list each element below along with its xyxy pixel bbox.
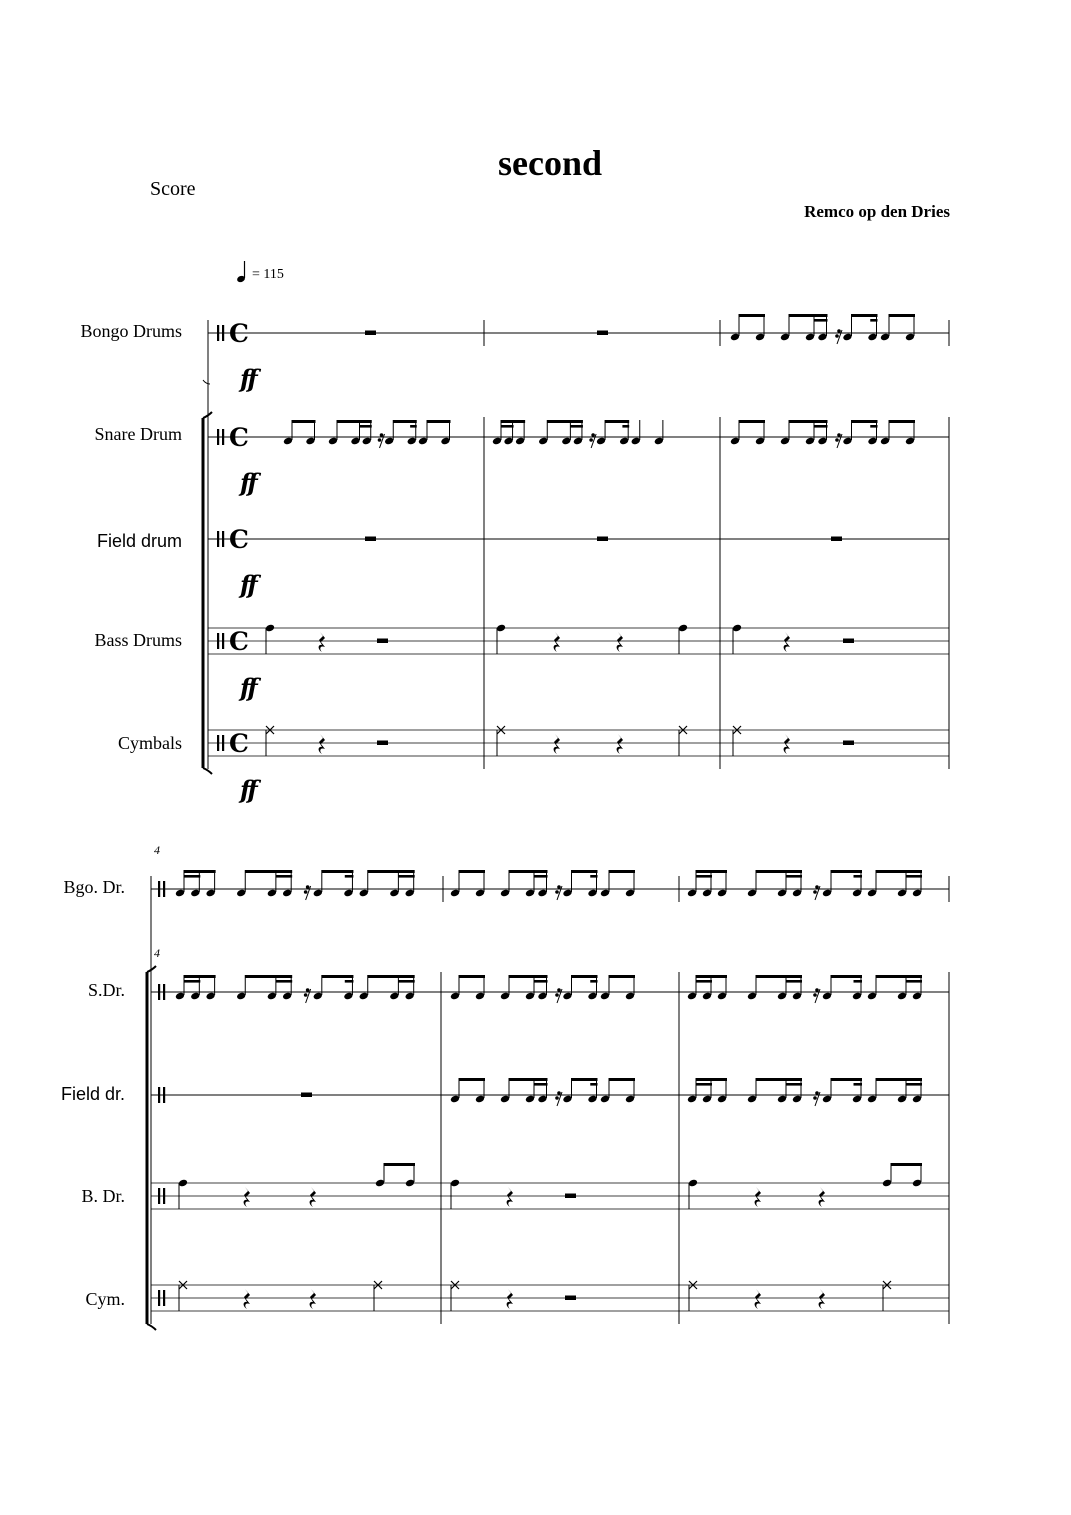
sixteenth-rest [835, 438, 839, 442]
beam-group-beam [393, 420, 417, 423]
beam-group-beam [245, 870, 292, 873]
beam-group-beam [184, 980, 200, 983]
beam-group-beam [572, 1078, 598, 1081]
beam-group-beam [786, 875, 802, 878]
beam-group-beam [368, 870, 415, 873]
percussion-clef [158, 1290, 160, 1306]
beam-group-beam [696, 975, 727, 978]
quarter-rest [554, 734, 560, 754]
half-rest [843, 639, 854, 644]
beam-group-beam [360, 425, 372, 428]
quarter-rest [310, 1187, 316, 1207]
beam-group-beam [534, 980, 548, 983]
beam-group-beam [590, 980, 597, 983]
percussion-clef [158, 1087, 160, 1103]
sixteenth-rest [304, 993, 308, 997]
percussion-clef [222, 429, 224, 445]
beam-group-beam [609, 1078, 635, 1081]
beam-group-beam [854, 875, 863, 878]
common-time-signature: C [229, 423, 249, 452]
beam-group-beam [509, 975, 548, 978]
beam-group-beam [184, 875, 200, 878]
quarter-rest [507, 1187, 513, 1207]
beam-group-beam [831, 1078, 862, 1081]
beam-group-beam [322, 975, 354, 978]
beam-group-beam [276, 980, 292, 983]
sixteenth-rest [557, 1091, 561, 1095]
beam-group-beam [398, 875, 414, 878]
beam-group-beam [814, 425, 828, 428]
beam-group-beam [831, 975, 862, 978]
quarter-rest [244, 1187, 250, 1207]
beam-group-beam [696, 1078, 727, 1081]
sixteenth-rest [837, 433, 841, 437]
score-label: Score [150, 178, 196, 200]
dynamic-marking: ff [240, 673, 255, 702]
sixteenth-rest [306, 885, 310, 889]
beam-group-beam [789, 314, 828, 317]
beam-group-beam [534, 875, 548, 878]
beam-group-beam [889, 420, 915, 423]
tempo-marking: = 115 [252, 267, 284, 282]
beam-group-beam [501, 420, 525, 423]
quarter-rest [784, 632, 790, 652]
half-rest [565, 1296, 576, 1301]
brace-hook [203, 380, 210, 384]
beam-group-beam [852, 420, 878, 423]
beam-group-beam [337, 420, 372, 423]
common-time-signature: C [229, 627, 249, 656]
percussion-clef [217, 429, 219, 445]
beam-group-beam [789, 420, 828, 423]
beam-group-beam [572, 870, 598, 873]
quarter-rest [784, 734, 790, 754]
beam-group-beam [906, 875, 922, 878]
beam-group-beam [906, 980, 922, 983]
beam-group-beam [854, 1083, 863, 1086]
group-bracket [147, 1324, 156, 1330]
beam-group-beam [786, 980, 802, 983]
composer: Remco op den Dries [804, 202, 950, 221]
quarter-rest [617, 632, 623, 652]
quarter-rest [310, 1289, 316, 1309]
instrument-name-bongo-short: Bgo. Dr. [63, 877, 125, 897]
beam-group-beam [814, 319, 828, 322]
instrument-name-bass-short: B. Dr. [81, 1186, 125, 1206]
beam-group-beam [459, 1078, 485, 1081]
sixteenth-rest [815, 988, 819, 992]
quarter-rest [755, 1289, 761, 1309]
beam-group-beam [427, 420, 451, 423]
sixteenth-rest [813, 993, 817, 997]
sixteenth-rest [380, 433, 384, 437]
half-rest [377, 639, 388, 644]
beam-group-beam [609, 870, 635, 873]
sixteenth-rest [815, 1091, 819, 1095]
percussion-clef [222, 325, 224, 341]
beam-group-beam [622, 425, 629, 428]
beam-group-beam [184, 870, 216, 873]
sixteenth-rest [557, 885, 561, 889]
quarter-rest [244, 1289, 250, 1309]
percussion-clef [163, 881, 165, 897]
instrument-name-cymbals-short: Cym. [85, 1289, 125, 1309]
percussion-clef [163, 1087, 165, 1103]
beam-group-beam [756, 975, 802, 978]
percussion-clef [163, 1290, 165, 1306]
beam-group-beam [870, 319, 877, 322]
dynamic-marking: ff [240, 468, 255, 497]
dynamic-marking: ff [240, 570, 255, 599]
quarter-rest [319, 632, 325, 652]
half-rest [843, 741, 854, 746]
beam-group-beam [292, 420, 316, 423]
beam-group-beam [368, 975, 415, 978]
sixteenth-rest [815, 885, 819, 889]
beam-group-beam [605, 420, 629, 423]
instrument-name-cymbals: Cymbals [117, 733, 182, 753]
half-rest [377, 741, 388, 746]
percussion-clef [222, 633, 224, 649]
percussion-clef [217, 531, 219, 547]
instrument-name-field-drum: Field drum [96, 531, 182, 551]
quarter-rest [319, 734, 325, 754]
beam-group-beam [696, 1083, 712, 1086]
instrument-name-field-drum-short: Field dr. [60, 1084, 125, 1104]
measure-number: 4 [154, 843, 160, 857]
sixteenth-rest [306, 988, 310, 992]
percussion-clef [217, 325, 219, 341]
beam-group-beam [889, 314, 915, 317]
beam-group-beam [572, 975, 598, 978]
beam-group-beam [501, 425, 514, 428]
percussion-clef [222, 531, 224, 547]
beam-group-beam [410, 425, 417, 428]
bass-eighth-beam [891, 1163, 922, 1166]
percussion-clef [163, 1188, 165, 1204]
beam-group-beam [756, 870, 802, 873]
quarter-rest [819, 1289, 825, 1309]
beam-group-beam [570, 425, 583, 428]
beam-group-beam [786, 1083, 802, 1086]
sixteenth-rest [557, 988, 561, 992]
percussion-clef [163, 984, 165, 1000]
beam-group-beam [509, 870, 548, 873]
sixteenth-rest [589, 438, 593, 442]
sixteenth-rest [378, 438, 382, 442]
quarter-rest [819, 1187, 825, 1207]
half-rest [565, 1194, 576, 1199]
beam-group-beam [696, 980, 712, 983]
beam-group-beam [906, 1083, 922, 1086]
beam-group-beam [459, 870, 485, 873]
quarter-rest [554, 632, 560, 652]
score-title: second [497, 143, 602, 183]
beam-group-beam [276, 875, 292, 878]
beam-group-beam [852, 314, 878, 317]
beam-group-beam [696, 875, 712, 878]
beam-group-beam [870, 425, 877, 428]
dynamic-marking: ff [240, 775, 255, 804]
beam-group-beam [876, 870, 922, 873]
beam-group-beam [854, 980, 863, 983]
beam-group-beam [739, 420, 765, 423]
beam-group-beam [534, 1083, 548, 1086]
beam-group-beam [345, 875, 354, 878]
sixteenth-rest [813, 1096, 817, 1100]
instrument-name-bongo: Bongo Drums [80, 321, 182, 341]
instrument-name-bass: Bass Drums [94, 630, 182, 650]
beam-group-beam [831, 870, 862, 873]
sixteenth-rest [591, 433, 595, 437]
percussion-clef [158, 984, 160, 1000]
quarter-rest [507, 1289, 513, 1309]
instrument-name-snare-short: S.Dr. [87, 980, 125, 1000]
quarter-rest [617, 734, 623, 754]
beam-group-beam [509, 1078, 548, 1081]
instrument-name-snare: Snare Drum [94, 424, 182, 444]
common-time-signature: C [229, 729, 249, 758]
quarter-rest [755, 1187, 761, 1207]
beam-group-beam [184, 975, 216, 978]
half-rest [597, 331, 608, 336]
percussion-clef [222, 735, 224, 751]
sixteenth-rest [837, 329, 841, 333]
sixteenth-rest [304, 890, 308, 894]
beam-group-beam [756, 1078, 802, 1081]
half-rest [365, 331, 376, 336]
beam-group-beam [876, 975, 922, 978]
beam-group-beam [590, 1083, 597, 1086]
half-rest [831, 537, 842, 542]
percussion-clef [158, 881, 160, 897]
beam-group-beam [876, 1078, 922, 1081]
common-time-signature: C [229, 319, 249, 348]
sixteenth-rest [555, 993, 559, 997]
beam-group-beam [590, 875, 597, 878]
half-rest [365, 537, 376, 542]
beam-group-beam [609, 975, 635, 978]
beam-group-beam [322, 870, 354, 873]
common-time-signature: C [229, 525, 249, 554]
dynamic-marking: ff [240, 364, 255, 393]
measure-number: 4 [154, 946, 160, 960]
percussion-clef [158, 1188, 160, 1204]
beam-group-beam [345, 980, 354, 983]
half-rest [597, 537, 608, 542]
beam-group-beam [245, 975, 292, 978]
sixteenth-rest [555, 1096, 559, 1100]
beam-group-beam [459, 975, 485, 978]
sixteenth-rest [835, 334, 839, 338]
sixteenth-rest [813, 890, 817, 894]
half-rest [301, 1093, 312, 1098]
percussion-clef [217, 735, 219, 751]
percussion-clef [217, 633, 219, 649]
beam-group-beam [398, 980, 414, 983]
beam-group-beam [739, 314, 765, 317]
bass-eighth-beam [384, 1163, 415, 1166]
beam-group-beam [696, 870, 727, 873]
beam-group-beam [547, 420, 583, 423]
sixteenth-rest [555, 890, 559, 894]
